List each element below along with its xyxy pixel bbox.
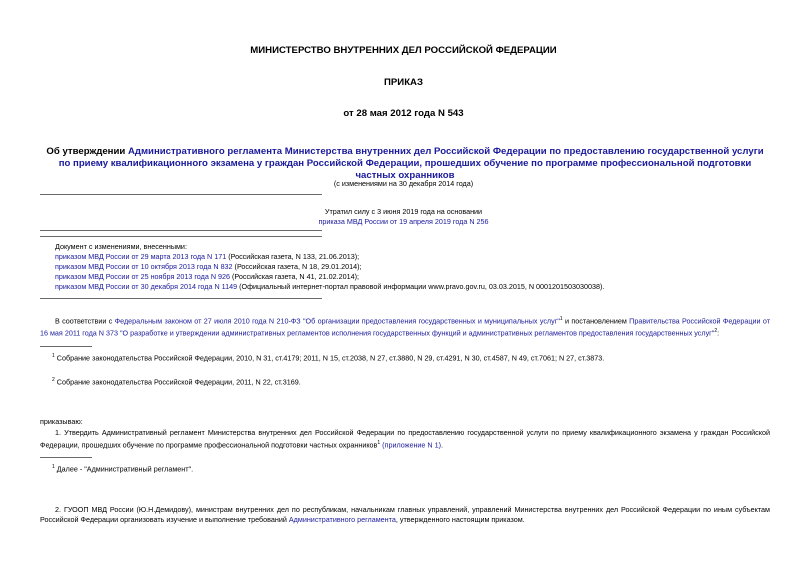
change-item — [55, 252, 785, 262]
preamble-text: и постановлением — [562, 316, 630, 326]
regulation-title-link[interactable]: Административного регламента Министерства внутренних дел Российской Федерации по предоставлению государственной услуги по приему квалификационного экзамена у граждан Российской Федерации, прошедших обучение по программе профессиональной подготовки частных охранников — [58, 146, 764, 181]
footnote-mark: 2 — [52, 377, 55, 383]
government-decree-link[interactable]: Правительства Российской Федерации от 16 мая 2011 года N 373 "О разработке и утверждении административных регламентов исполнения государственных функций и административных регламентов предоставления государственных услуг" — [40, 316, 770, 338]
order-item-text: 2. ГУООП МВД России (Ю.Н.Демидову), министрам внутренних дел по республикам, начальникам главных управлений, управлений Министерства внутренних дел Российской Федерации по иным субъектам Российской Федерации организовать изучение и выполнение требований — [40, 505, 770, 524]
footnote-mark: 1 — [52, 464, 55, 470]
order-item-1 — [40, 428, 770, 450]
change-item — [55, 262, 785, 272]
footnote-2 — [52, 375, 782, 387]
divider — [40, 230, 322, 231]
footnote-ref[interactable]: 1 — [559, 316, 563, 322]
divider — [40, 194, 322, 195]
regulation-link[interactable]: Административного регламента — [288, 515, 396, 524]
document-title — [40, 146, 770, 182]
footnote-ref[interactable]: 1 — [377, 440, 381, 446]
doc-type-heading: ПРИКАЗ — [384, 77, 423, 88]
change-source: (Официальный интернет-портал правовой информации www.pravo.gov.ru, 03.03.2015, N 0001201503030038). — [237, 282, 605, 291]
preamble-paragraph — [40, 314, 770, 339]
footnote-divider — [40, 346, 92, 347]
changes-heading: Документ с изменениями, внесенными: — [55, 242, 187, 251]
repeal-notice: Утратил силу с 3 июня 2019 года на основании — [324, 207, 483, 216]
ministry-heading: МИНИСТЕРСТВО ВНУТРЕННИХ ДЕЛ РОССИЙСКОЙ ФЕДЕРАЦИИ — [250, 45, 557, 56]
order-item-text: . — [441, 440, 444, 450]
footnote-3 — [52, 462, 782, 474]
change-order-link[interactable]: приказом МВД России от 29 марта 2013 года N 171 — [55, 252, 227, 261]
footnote-text: Собрание законодательства Российской Федерации, 2011, N 22, ст.3169. — [54, 377, 301, 387]
appendix-link[interactable]: (приложение N 1) — [382, 440, 442, 450]
doc-date-number: от 28 мая 2012 года N 543 — [343, 108, 464, 119]
order-item-text: , утвержденного настоящим приказом. — [395, 515, 525, 524]
order-item-2 — [40, 505, 770, 525]
footnote-1 — [52, 351, 782, 363]
footnote-text: Далее - "Административный регламент". — [54, 464, 194, 474]
change-order-link[interactable]: приказом МВД России от 25 ноября 2013 года N 926 — [55, 272, 231, 281]
repeal-order-link[interactable]: приказа МВД России от 19 апреля 2019 года N 256 — [318, 217, 489, 226]
changes-block — [55, 242, 785, 292]
footnote-mark: 1 — [52, 353, 55, 359]
footnote-ref[interactable]: 2 — [714, 328, 718, 335]
change-item — [55, 272, 785, 282]
footnote-divider — [40, 457, 92, 458]
amendments-note: (с изменениями на 30 декабря 2014 года) — [333, 179, 474, 188]
divider — [40, 298, 322, 299]
footnote-text: Собрание законодательства Российской Федерации, 2010, N 31, ст.4179; 2011, N 15, ст.2038, N 27, ст.3880, N 29, ст.4291, N 30, ст.4587, N 49, ст.7061; N 27, ст.3873. — [54, 353, 605, 363]
change-source: (Российская газета, N 18, 29.01.2014); — [232, 262, 362, 271]
change-source: (Российская газета, N 133, 21.06.2013); — [226, 252, 360, 261]
change-order-link[interactable]: приказом МВД России от 10 октября 2013 года N 832 — [55, 262, 233, 271]
document-title-prefix: Об утверждении — [46, 146, 128, 157]
change-source: (Российская газета, N 41, 21.02.2014); — [230, 272, 359, 281]
order-command: приказываю: — [40, 417, 83, 426]
preamble-text: В соответствии с — [55, 316, 115, 326]
divider — [40, 236, 322, 237]
preamble-text: : — [717, 328, 720, 338]
change-order-link[interactable]: приказом МВД России от 30 декабря 2014 года N 1149 — [55, 282, 238, 291]
change-item — [55, 282, 785, 292]
federal-law-link[interactable]: Федеральным законом от 27 июля 2010 года N 210-ФЗ "Об организации предоставления государственных и муниципальных услуг" — [114, 316, 560, 326]
order-item-text: 1. Утвердить Административный регламент Министерства внутренних дел Российской Федерации по предоставлению государственной услуги по приему квалификационного экзамена у граждан Российской Федерации, прошедших обучение по программе профессиональной подготовки частных охранников — [40, 428, 770, 450]
